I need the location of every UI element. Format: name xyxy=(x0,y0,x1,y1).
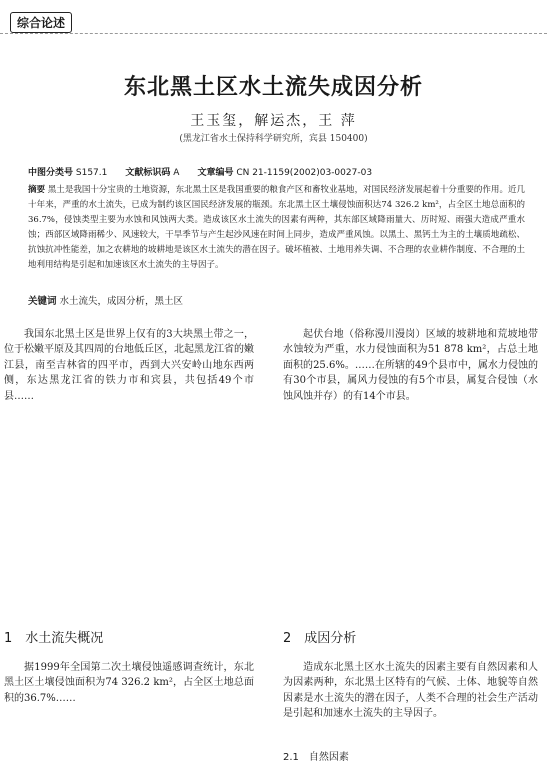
banner-divider xyxy=(0,33,547,34)
keywords-label: 关键词 xyxy=(28,296,57,307)
intro-paragraph: 我国东北黑土区是世界上仅有的3大块黑土带之一，位于松嫩平原及其四周的台地低丘区，北起黑龙江省的嫩江县，南至吉林省的四平市，西到大兴安岭山地东西两侧，东达黑龙江省的铁力市和宾县，共包括49个市县…… xyxy=(4,329,254,402)
section-2-paragraph: 造成东北黑土区水土流失的因素主要有自然因素和人为因素两种，东北黑土区特有的气候、土体、地貌等自然因素是水土流失的潜在因子，人类不合理的社会生产活动是引起和加速水土流失的主导因子。 xyxy=(283,662,538,720)
article-no-field xyxy=(197,165,372,178)
section-1-body xyxy=(4,660,254,706)
section-banner xyxy=(10,12,72,33)
author-affiliation: (黑龙江省水土保持科学研究所，宾县 150400) xyxy=(179,134,368,144)
intro-continued-paragraph: 起伏台地（俗称漫川漫岗）区域的坡耕地和荒坡地带水蚀较为严重，水力侵蚀面积为51 878 km²，占总土地面积的25.6%。……在所辖的49个县市中，属水力侵蚀的有30个市县，属风力侵蚀的有5个市县，属复合侵蚀（水蚀风蚀并存）的有14个市县。 xyxy=(283,329,538,402)
article-authors: 王玉玺，解运杰，王 萍 xyxy=(190,113,357,129)
clc-value: S157.1 xyxy=(75,168,108,178)
doc-code-value: A xyxy=(173,168,180,178)
article-no-label: 文章编号 xyxy=(197,168,234,178)
section-1-paragraph: 据1999年全国第二次土壤侵蚀遥感调查统计，东北黑土区土壤侵蚀面积为74 326.2 km²，占全区土地总面积的36.7%…… xyxy=(4,662,254,704)
body-column-left xyxy=(4,327,254,404)
keywords-text: 水土流失，成因分析，黑土区 xyxy=(59,296,184,307)
abstract-text: 黑土是我国十分宝贵的土地资源，东北黑土区是我国重要的粮食产区和畜牧业基地，对国民经济发展起着十分重要的作用。近几十年来，严重的水土流失，已成为制约该区国民经济发展的瓶颈。东北黑土区土壤侵蚀面积达74 326.2 km²，占全区土地总面积的36.7%，侵蚀类型主要为水蚀和风蚀两大类。造成该区水土流失的因素有两种，其东部区域降雨量大、历时短、雨强大造成严重水蚀；西部区域降雨稀少、风速较大，干旱季节与产生起沙风速在时间上同步，造成严重风蚀。以黑土、黑钙土为主的土壤质地疏松、抗蚀抗冲性能差，加之农耕地的坡耕地是该区水土流失的潜在因子。破坏植被、土地用养失调、不合理的农业耕作制度、不合理的土地利用结构是引起和加速该区水土流失的主导因子。 xyxy=(28,185,525,270)
body-column-right xyxy=(283,327,538,404)
section-label: 综合论述 xyxy=(10,12,72,33)
article-no-value: CN 21-1159(2002)03-0027-03 xyxy=(236,168,373,178)
abstract xyxy=(28,183,525,273)
section-1-heading: 1 水土流失概况 xyxy=(4,631,104,646)
doc-code-label: 文献标识码 xyxy=(125,168,171,178)
clc-label: 中图分类号 xyxy=(28,168,74,178)
subsection-2-1-heading: 2.1 自然因素 xyxy=(283,752,349,763)
keywords xyxy=(28,293,525,307)
clc-field xyxy=(28,165,107,178)
article-meta xyxy=(28,165,527,178)
abstract-label: 摘要 xyxy=(28,185,46,195)
doc-code-field xyxy=(125,165,179,178)
section-2-body xyxy=(283,660,538,722)
section-2-heading: 2 成因分析 xyxy=(283,631,357,646)
article-title: 东北黑土区水土流失成因分析 xyxy=(123,75,423,100)
